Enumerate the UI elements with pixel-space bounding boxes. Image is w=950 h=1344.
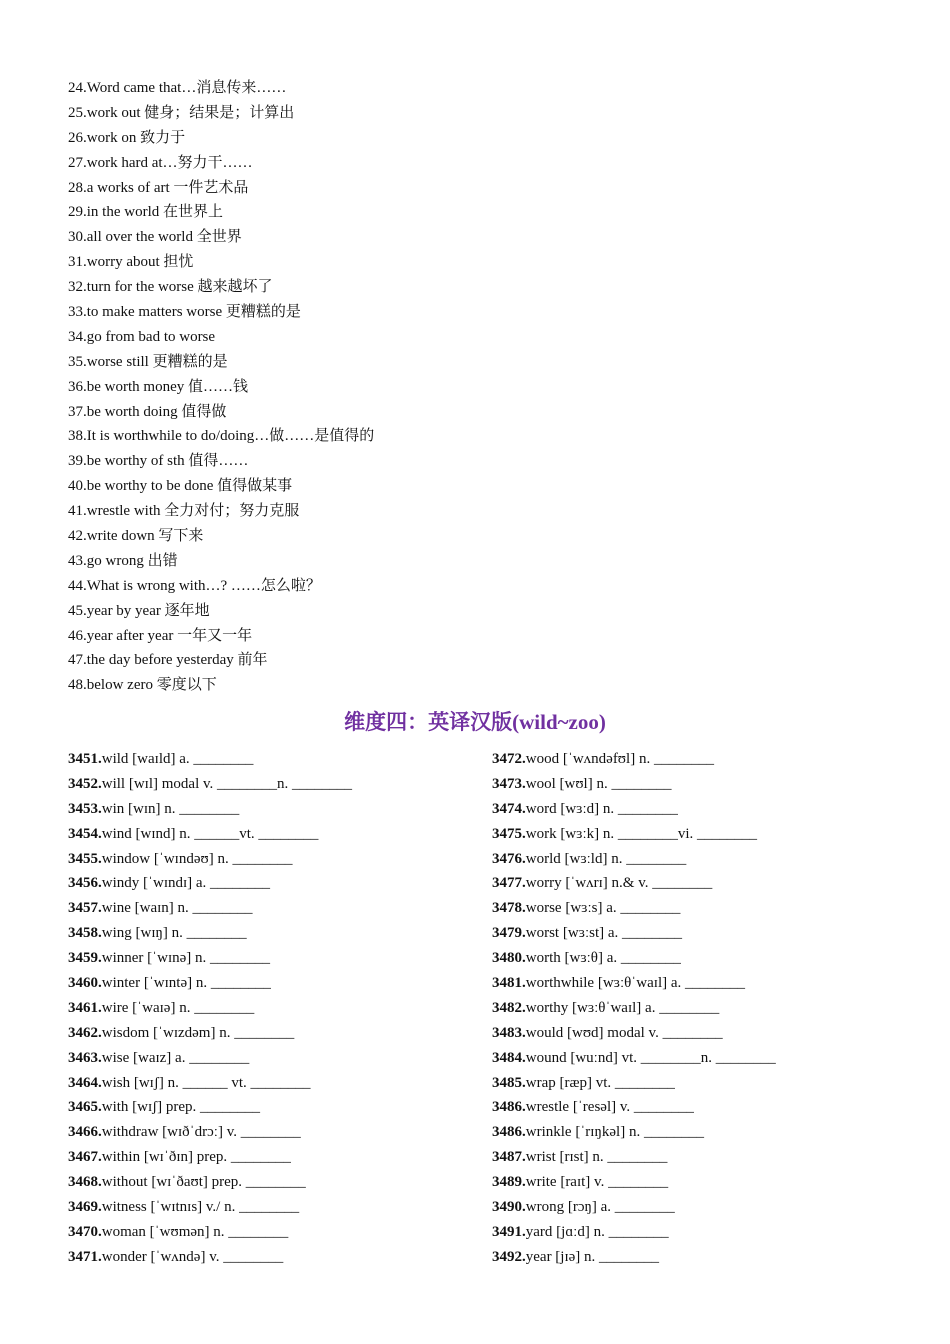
vocab-item xyxy=(68,996,488,1021)
vocab-entry: wisdom [ˈwɪzdəm] n. ________ xyxy=(101,1024,295,1041)
vocab-entry: wonder [ˈwʌndə] v. ________ xyxy=(101,1248,284,1265)
vocab-item xyxy=(492,847,912,872)
vocab-number: 3473. xyxy=(492,775,526,792)
vocab-number: 3480. xyxy=(492,950,526,967)
vocab-entry: year [jɪə] n. ________ xyxy=(525,1248,660,1265)
vocab-number: 3491. xyxy=(492,1223,526,1240)
vocab-item xyxy=(492,1095,912,1120)
phrase-item: 45.year by year 逐年地 xyxy=(68,602,210,619)
phrase-item: 32.turn for the worse 越来越坏了 xyxy=(68,279,273,296)
vocab-entry: word [wɜːd] n. ________ xyxy=(525,800,678,817)
phrase-item: 47.the day before yesterday 前年 xyxy=(68,652,268,669)
vocab-number: 3467. xyxy=(68,1149,102,1166)
vocab-entry: work [wɜːk] n. ________vi. ________ xyxy=(525,825,758,842)
phrase-item: 26.work on 致力于 xyxy=(68,129,186,146)
vocab-entry: world [wɜːld] n. ________ xyxy=(525,850,687,867)
vocab-entry: worthy [wɜːθˈwaɪl] a. ________ xyxy=(525,999,720,1016)
phrase-item: 39.be worthy of sth 值得…… xyxy=(68,453,249,470)
vocab-entry: write [raɪt] v. ________ xyxy=(525,1174,669,1191)
vocab-entry: wrinkle [ˈrɪŋkəl] n. ________ xyxy=(525,1124,704,1141)
vocab-item xyxy=(492,1120,912,1145)
vocab-number: 3478. xyxy=(492,900,526,917)
vocab-item xyxy=(68,896,488,921)
vocab-number: 3457. xyxy=(68,900,102,917)
vocab-entry: worthwhile [wɜːθˈwaɪl] a. ________ xyxy=(525,975,746,992)
vocab-number: 3477. xyxy=(492,875,526,892)
vocab-item xyxy=(492,1145,912,1170)
phrase-item: 29.in the world 在世界上 xyxy=(68,204,223,221)
vocab-item xyxy=(68,1220,488,1245)
vocab-entry: wine [waɪn] n. ________ xyxy=(101,900,253,917)
vocab-entry: without [wɪˈðaʊt] prep. ________ xyxy=(101,1174,306,1191)
vocab-number: 3453. xyxy=(68,800,102,817)
phrase-item: 25.work out 健身；结果是；计算出 xyxy=(68,104,295,121)
phrase-item: 40.be worthy to be done 值得做某事 xyxy=(68,478,293,495)
vocab-item xyxy=(68,747,488,772)
vocab-entry: worse [wɜːs] a. ________ xyxy=(525,900,681,917)
vocab-number: 3485. xyxy=(492,1074,526,1091)
vocab-item xyxy=(492,772,912,797)
phrase-item: 46.year after year 一年又一年 xyxy=(68,627,253,644)
vocab-number: 3481. xyxy=(492,975,526,992)
vocab-column-left xyxy=(68,747,488,1270)
vocab-number: 3451. xyxy=(68,751,102,767)
vocab-item xyxy=(492,1170,912,1195)
vocab-entry: wrestle [ˈresəl] v. ________ xyxy=(525,1099,694,1116)
vocab-number: 3471. xyxy=(68,1248,102,1265)
phrase-item: 33.to make matters worse 更糟糕的是 xyxy=(68,304,301,321)
vocab-item xyxy=(68,1021,488,1046)
vocab-entry: winner [ˈwɪnə] n. ________ xyxy=(101,950,271,967)
vocab-number: 3454. xyxy=(68,825,102,842)
vocab-item xyxy=(68,1145,488,1170)
vocab-number: 3464. xyxy=(68,1074,102,1091)
phrase-item: 36.be worth money 值……钱 xyxy=(68,378,248,395)
vocab-entry: wild [waɪld] a. ________ xyxy=(101,751,254,767)
vocab-number: 3489. xyxy=(492,1174,526,1191)
vocab-entry: yard [jɑːd] n. ________ xyxy=(525,1223,669,1240)
vocab-number: 3456. xyxy=(68,875,102,892)
section-title: 维度四：英译汉版(wild~zoo) xyxy=(344,710,606,734)
vocab-item xyxy=(68,921,488,946)
vocab-item xyxy=(492,822,912,847)
vocab-item xyxy=(68,1245,488,1270)
vocab-item xyxy=(68,871,488,896)
phrase-item: 27.work hard at…努力干…… xyxy=(68,154,253,171)
vocab-entry: woman [ˈwʊmən] n. ________ xyxy=(101,1223,289,1240)
vocab-number: 3455. xyxy=(68,850,102,867)
vocab-entry: witness [ˈwɪtnɪs] v./ n. ________ xyxy=(101,1199,300,1216)
vocab-number: 3492. xyxy=(492,1248,526,1265)
vocab-item xyxy=(492,971,912,996)
vocab-number: 3459. xyxy=(68,950,102,967)
vocab-entry: wire [ˈwaɪə] n. ________ xyxy=(101,999,255,1016)
phrase-list xyxy=(68,76,768,698)
vocab-entry: wise [waɪz] a. ________ xyxy=(101,1049,250,1066)
vocab-entry: wing [wɪŋ] n. ________ xyxy=(101,925,247,942)
vocab-number: 3475. xyxy=(492,825,526,842)
vocab-number: 3479. xyxy=(492,925,526,942)
vocab-entry: wind [wɪnd] n. ______vt. ________ xyxy=(101,825,319,842)
vocab-item xyxy=(68,1046,488,1071)
vocab-number: 3486. xyxy=(492,1124,526,1141)
vocab-entry: withdraw [wɪðˈdrɔː] v. ________ xyxy=(101,1124,301,1141)
vocab-item xyxy=(68,1095,488,1120)
vocab-item xyxy=(68,822,488,847)
vocab-item xyxy=(492,921,912,946)
vocab-item xyxy=(68,1120,488,1145)
vocab-number: 3463. xyxy=(68,1049,102,1066)
phrase-item: 24.Word came that…消息传来…… xyxy=(68,80,287,96)
vocab-entry: wood [ˈwʌndəfʊl] n. ________ xyxy=(525,751,714,767)
vocab-item xyxy=(68,1170,488,1195)
vocab-item xyxy=(492,1195,912,1220)
phrase-item: 44.What is wrong with…? ……怎么啦？ xyxy=(68,577,321,594)
vocab-entry: win [wɪn] n. ________ xyxy=(101,800,240,817)
phrase-item: 42.write down 写下来 xyxy=(68,528,204,545)
vocab-number: 3468. xyxy=(68,1174,102,1191)
vocab-item xyxy=(492,1245,912,1270)
vocab-number: 3469. xyxy=(68,1199,102,1216)
vocab-entry: wrist [rɪst] n. ________ xyxy=(525,1149,668,1166)
vocab-item xyxy=(68,847,488,872)
phrase-item: 35.worse still 更糟糕的是 xyxy=(68,353,228,370)
vocab-number: 3472. xyxy=(492,751,526,767)
vocab-number: 3490. xyxy=(492,1199,526,1216)
vocab-number: 3458. xyxy=(68,925,102,942)
vocab-item xyxy=(492,946,912,971)
vocab-entry: window [ˈwɪndəʊ] n. ________ xyxy=(101,850,293,867)
vocab-item xyxy=(492,1046,912,1071)
vocab-item xyxy=(492,896,912,921)
vocab-number: 3474. xyxy=(492,800,526,817)
phrase-item: 37.be worth doing 值得做 xyxy=(68,403,227,420)
vocab-entry: worst [wɜːst] a. ________ xyxy=(525,925,683,942)
phrase-item: 41.wrestle with 全力对付；努力克服 xyxy=(68,503,300,520)
vocab-item xyxy=(492,797,912,822)
vocab-number: 3476. xyxy=(492,850,526,867)
vocab-item xyxy=(68,772,488,797)
vocab-number: 3482. xyxy=(492,999,526,1016)
vocab-entry: wrong [rɔŋ] a. ________ xyxy=(525,1199,675,1216)
vocab-item xyxy=(492,1220,912,1245)
phrase-item: 34.go from bad to worse xyxy=(68,328,216,345)
vocab-number: 3466. xyxy=(68,1124,102,1141)
vocab-entry: worry [ˈwʌrɪ] n.& v. ________ xyxy=(525,875,713,892)
vocab-item xyxy=(492,1071,912,1096)
vocab-entry: windy [ˈwɪndɪ] a. ________ xyxy=(101,875,271,892)
phrase-item: 48.below zero 零度以下 xyxy=(68,677,217,694)
vocab-item xyxy=(68,946,488,971)
vocab-number: 3470. xyxy=(68,1223,102,1240)
phrase-item: 38.It is worthwhile to do/doing…做……是值得的 xyxy=(68,428,375,445)
vocab-number: 3487. xyxy=(492,1149,526,1166)
vocab-item xyxy=(492,747,912,772)
vocab-entry: winter [ˈwɪntə] n. ________ xyxy=(101,975,271,992)
phrase-item: 28.a works of art 一件艺术品 xyxy=(68,179,249,196)
vocab-column-right xyxy=(492,747,912,1270)
vocab-entry: wish [wɪʃ] n. ______ vt. ________ xyxy=(101,1074,311,1091)
vocab-number: 3486. xyxy=(492,1099,526,1116)
vocab-entry: wool [wʊl] n. ________ xyxy=(525,775,672,792)
vocab-number: 3460. xyxy=(68,975,102,992)
vocab-item xyxy=(68,1195,488,1220)
phrase-item: 31.worry about 担忧 xyxy=(68,254,194,271)
vocab-entry: within [wɪˈðɪn] prep. ________ xyxy=(101,1149,291,1166)
vocab-entry: with [wɪʃ] prep. ________ xyxy=(101,1099,261,1116)
vocab-number: 3452. xyxy=(68,775,102,792)
vocab-entry: worth [wɜːθ] a. ________ xyxy=(525,950,681,967)
vocab-number: 3461. xyxy=(68,999,102,1016)
vocab-item xyxy=(68,797,488,822)
phrase-item: 43.go wrong 出错 xyxy=(68,552,178,569)
vocab-item xyxy=(492,996,912,1021)
vocab-number: 3462. xyxy=(68,1024,102,1041)
vocab-entry: wound [wuːnd] vt. ________n. ________ xyxy=(525,1049,776,1066)
vocab-entry: will [wɪl] modal v. ________n. ________ xyxy=(101,775,353,792)
vocab-number: 3483. xyxy=(492,1024,526,1041)
vocab-number: 3484. xyxy=(492,1049,526,1066)
phrase-item: 30.all over the world 全世界 xyxy=(68,229,242,246)
vocab-item xyxy=(68,971,488,996)
vocab-item xyxy=(492,1021,912,1046)
vocab-entry: wrap [ræp] vt. ________ xyxy=(525,1074,675,1091)
vocab-item xyxy=(68,1071,488,1096)
vocab-entry: would [wʊd] modal v. ________ xyxy=(525,1024,723,1041)
vocab-number: 3465. xyxy=(68,1099,102,1116)
vocab-item xyxy=(492,871,912,896)
